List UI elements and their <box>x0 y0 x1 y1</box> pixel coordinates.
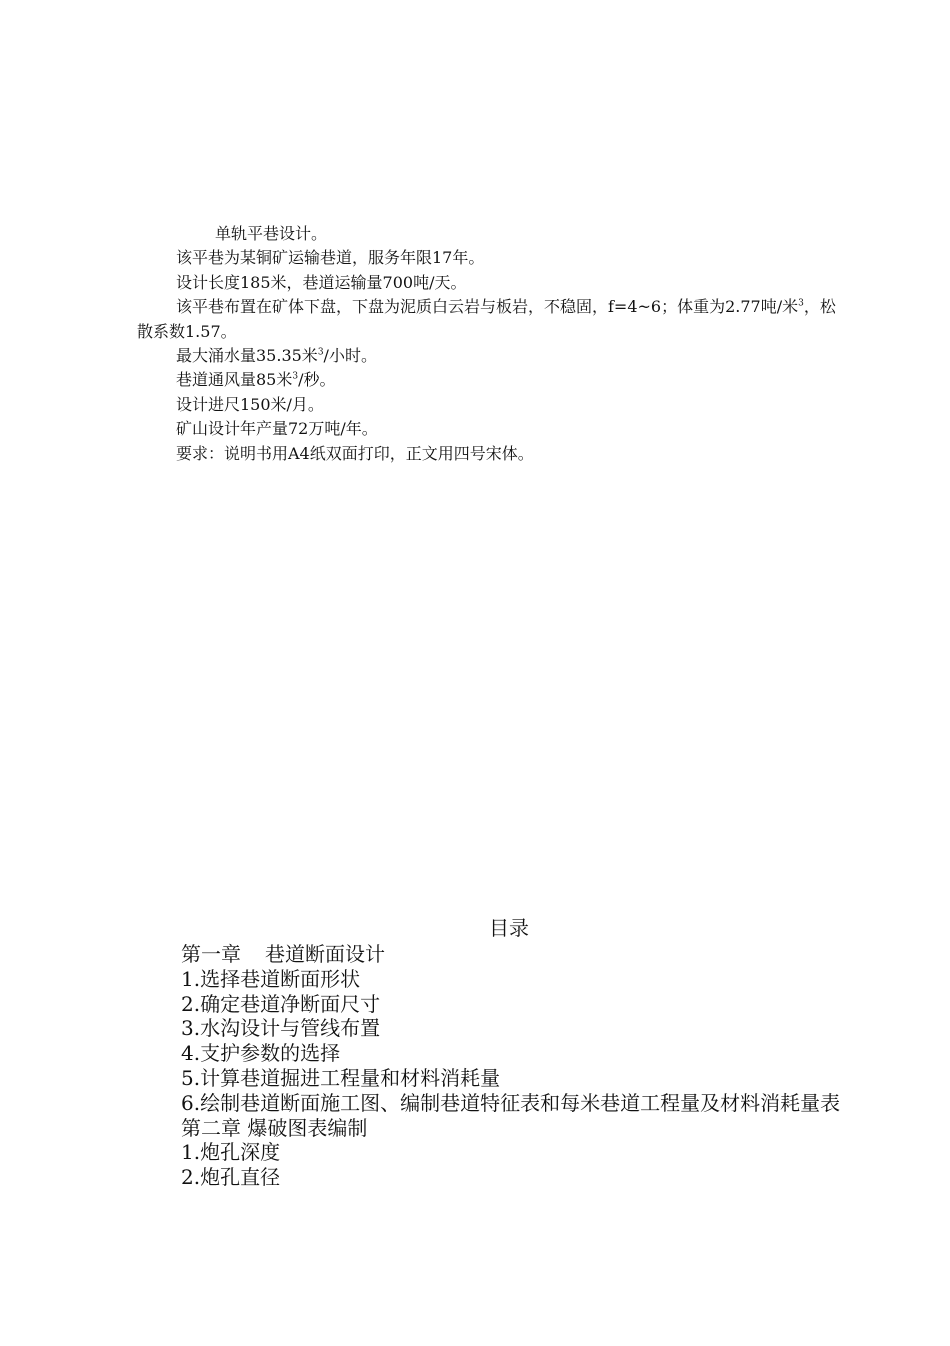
table-of-contents <box>137 942 842 1190</box>
toc-item: 3.水沟设计与管线布置 <box>181 1016 381 1041</box>
spec-water-unit: /小时。 <box>323 346 377 366</box>
spec-title: 单轨平巷设计。 <box>215 224 328 243</box>
toc-item: 2.炮孔直径 <box>181 1165 281 1190</box>
toc-chapter-2: 第二章 爆破图表编制 <box>181 1115 368 1140</box>
spec-line-advance: 设计进尺150米/月。 <box>176 394 324 414</box>
spec-vent-text: 巷道通风量85米 <box>176 370 293 390</box>
design-spec-section <box>137 222 842 466</box>
chapter-1-title: 巷道断面设计 <box>265 942 385 966</box>
spec-line-output: 矿山设计年产量72万吨/年。 <box>176 419 378 439</box>
superscript-3: 3 <box>292 372 299 383</box>
toc-item: 4.支护参数的选择 <box>181 1041 341 1066</box>
spec-line-ventilation <box>137 368 842 392</box>
toc-chapter-1 <box>137 942 842 967</box>
spec-rock-tail: ，松散系数1.57。 <box>137 297 836 341</box>
chapter-1-number: 第一章 <box>181 942 241 966</box>
spec-line-requirements: 要求：说明书用A4纸双面打印，正文用四号宋体。 <box>176 443 534 463</box>
spec-line-service-life: 该平巷为某铜矿运输巷道，服务年限17年。 <box>176 248 485 268</box>
spec-line-length: 设计长度185米，巷道运输量700吨/天。 <box>176 272 467 292</box>
toc-item: 2.确定巷道净断面尺寸 <box>181 991 381 1016</box>
spec-rock-text: 该平巷布置在矿体下盘，下盘为泥质白云岩与板岩，不稳固，f=4~6；体重为2.77吨/米 <box>176 297 799 317</box>
spec-water-text: 最大涌水量35.35米 <box>176 346 318 366</box>
toc-title: 目录 <box>489 916 529 940</box>
spec-line-water <box>137 344 842 368</box>
toc-item: 5.计算巷道掘进工程量和材料消耗量 <box>181 1065 501 1090</box>
superscript-3: 3 <box>317 347 324 358</box>
toc-item: 6.绘制巷道断面施工图、编制巷道特征表和每米巷道工程量及材料消耗量表 <box>181 1090 841 1115</box>
superscript-3: 3 <box>798 298 804 309</box>
spec-line-rock <box>137 295 842 344</box>
toc-item: 1.选择巷道断面形状 <box>181 966 361 991</box>
toc-item: 1.炮孔深度 <box>181 1140 281 1165</box>
spec-vent-unit: /秒。 <box>298 370 336 390</box>
